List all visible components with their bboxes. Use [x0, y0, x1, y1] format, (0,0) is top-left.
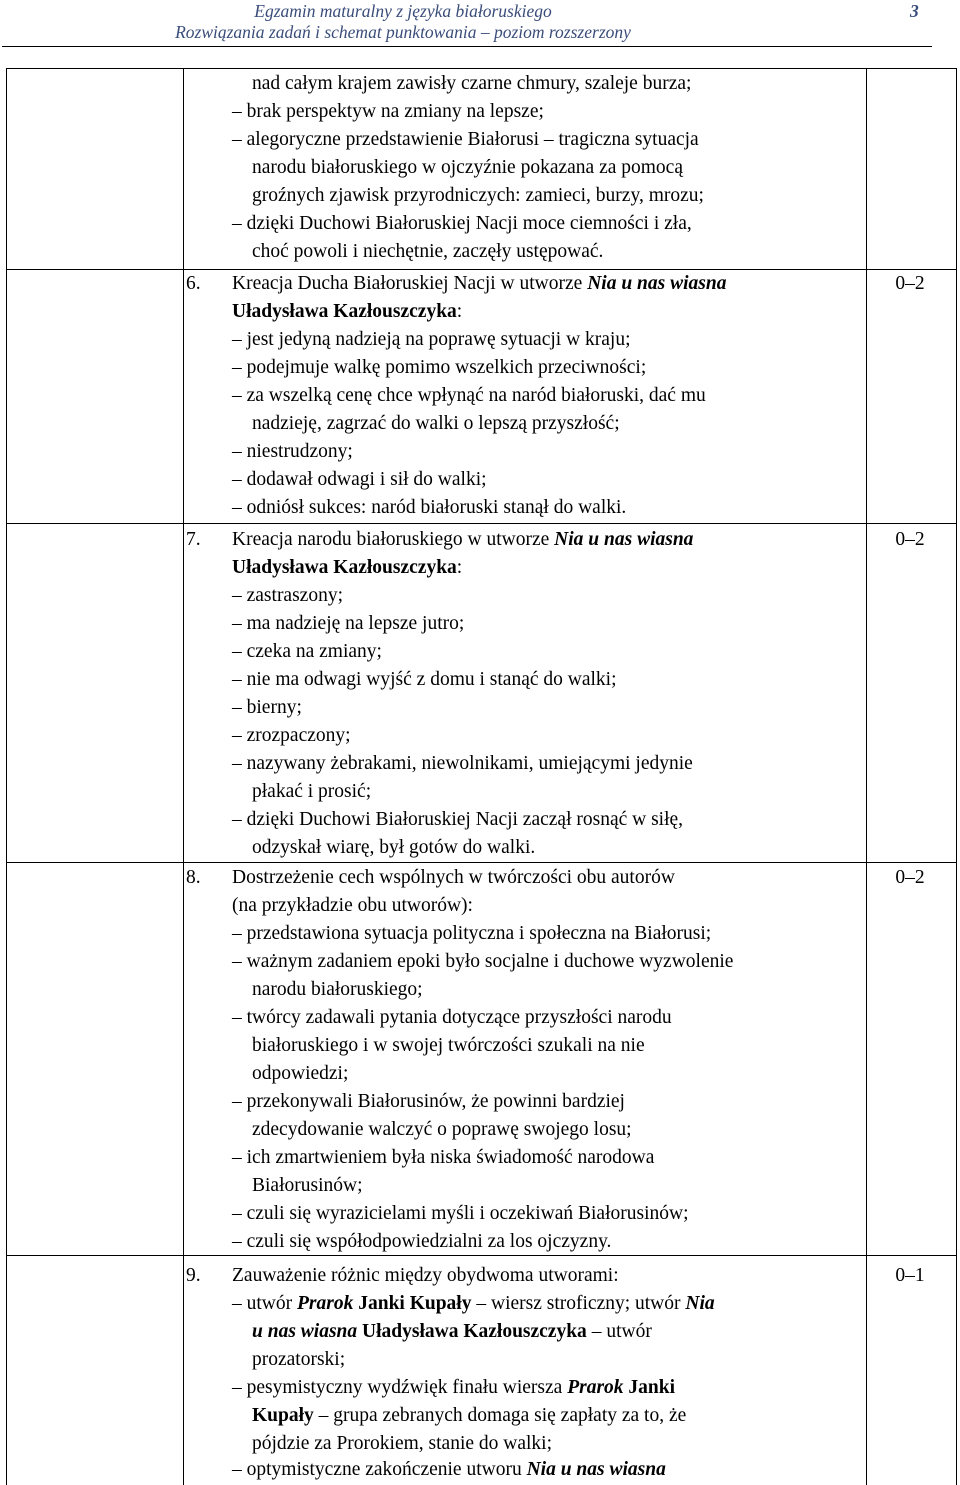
list-item: – jest jedyną nadzieją na poprawę sytuacji w kraju; — [232, 329, 631, 350]
question-lead: Zauważenie różnic między obydwoma utworami: — [232, 1265, 619, 1286]
list-item-continuation — [252, 1318, 652, 1346]
text: – utwór — [232, 1293, 293, 1314]
header-title: Egzamin maturalny z języka białoruskiego — [254, 1, 552, 21]
header-rule — [2, 46, 932, 47]
list-item — [232, 1290, 715, 1318]
page-header — [0, 0, 960, 48]
list-item: – dodawał odwagi i sił do walki; — [232, 469, 487, 490]
list-item-continuation: pójdzie za Prorokiem, stanie do walki; — [252, 1433, 553, 1454]
intro-line: – alegoryczne przedstawienie Białorusi – tragiczna sytuacja — [232, 129, 699, 150]
author-name: Uładysława Kazłouszczyka — [232, 557, 457, 578]
list-item: – twórcy zadawali pytania dotyczące przyszłości narodu — [232, 1007, 672, 1028]
list-item: odpowiedzi; — [252, 1063, 349, 1084]
list-item: – bierny; — [232, 697, 302, 718]
question-lead: Dostrzeżenie cech wspólnych w twórczości obu autorów — [232, 867, 675, 888]
colon: : — [456, 557, 463, 578]
question-lead-2: (na przykładzie obu utworów): — [232, 895, 473, 916]
author-name: Uładysława Kazłouszczyka — [232, 301, 457, 322]
list-item-continuation — [252, 1402, 686, 1430]
list-item: narodu białoruskiego; — [252, 979, 423, 1000]
points-badge: 0–1 — [895, 1265, 925, 1286]
list-item: odzyskał wiarę, był gotów do walki. — [252, 837, 536, 858]
text: – grupa zebranych domaga się zapłaty za to, że — [318, 1405, 687, 1426]
list-item: – ważnym zadaniem epoki było socjalne i duchowe wyzwolenie — [232, 951, 734, 972]
question-number: 8. — [186, 867, 201, 888]
work-title: Prarok — [567, 1377, 624, 1398]
list-item: – przedstawiona sytuacja polityczna i społeczna na Białorusi; — [232, 923, 712, 944]
list-item: płakać i prosić; — [252, 781, 372, 802]
row-separator — [6, 862, 957, 863]
author-name: Kupały — [252, 1405, 314, 1426]
list-item: – czuli się współodpowiedzialni za los ojczyzny. — [232, 1231, 612, 1252]
column-divider-left — [183, 68, 184, 1485]
question-author-line — [232, 298, 462, 326]
intro-line: nad całym krajem zawisły czarne chmury, szaleje burza; — [252, 73, 692, 94]
list-item: – nie ma odwagi wyjść z domu i stanąć do walki; — [232, 669, 617, 690]
list-item: – ich zmartwieniem była niska świadomość narodowa — [232, 1147, 655, 1168]
list-item: – przekonywali Białorusinów, że powinni bardziej — [232, 1091, 625, 1112]
list-item: – podejmuje walkę pomimo wszelkich przeciwności; — [232, 357, 647, 378]
text: – wiersz stroficzny; utwór — [476, 1293, 681, 1314]
lead-text: Kreacja narodu białoruskiego w utworze — [232, 529, 550, 550]
intro-line: narodu białoruskiego w ojczyźnie pokazana za pomocą — [252, 157, 683, 178]
list-item: – ma nadzieję na lepsze jutro; — [232, 613, 465, 634]
intro-line: – brak perspektyw na zmiany na lepsze; — [232, 101, 544, 122]
points-badge: 0–2 — [895, 867, 925, 888]
list-item — [232, 1374, 675, 1402]
list-item: – zrozpaczony; — [232, 725, 351, 746]
header-subtitle: Rozwiązania zadań i schemat punktowania – poziom rozszerzony — [175, 22, 631, 42]
author-name: Uładysława Kazłouszczyka — [362, 1321, 587, 1342]
intro-line: choć powoli i niechętnie, zaczęły ustępować. — [252, 241, 604, 262]
author-name: Janki — [628, 1377, 676, 1398]
list-item: – niestrudzony; — [232, 441, 353, 462]
page-number: 3 — [910, 1, 919, 21]
author-name: Janki Kupały — [358, 1293, 472, 1314]
list-item: – czuli się wyrazicielami myśli i oczekiwań Białorusinów; — [232, 1203, 689, 1224]
text: – optymistyczne zakończenie utworu — [232, 1459, 522, 1480]
work-title: u nas wiasna — [252, 1321, 358, 1342]
lead-text: Kreacja Ducha Białoruskiej Nacji w utworze — [232, 273, 583, 294]
text: – utwór — [591, 1321, 652, 1342]
colon: : — [456, 301, 463, 322]
question-author-line — [232, 554, 462, 582]
work-title: Nia u nas wiasna — [587, 273, 727, 294]
list-item: – nazywany żebrakami, niewolnikami, umiejącymi jedynie — [232, 753, 693, 774]
points-badge: 0–2 — [895, 529, 925, 550]
text: – pesymistyczny wydźwięk finału wiersza — [232, 1377, 563, 1398]
row-separator — [6, 523, 957, 524]
list-item: białoruskiego i w swojej twórczości szukali na nie — [252, 1035, 645, 1056]
work-title: Prarok — [297, 1293, 354, 1314]
list-item: nadzieję, zagrzać do walki o lepszą przyszłość; — [252, 413, 620, 434]
list-item: Białorusinów; — [252, 1175, 363, 1196]
question-lead — [232, 270, 726, 298]
list-item-continuation: prozatorski; — [252, 1349, 346, 1370]
question-lead — [232, 526, 693, 554]
list-item: – dzięki Duchowi Białoruskiej Nacji zaczął rosnąć w siłę, — [232, 809, 684, 830]
list-item: – odniósł sukces: naród białoruski stanął do walki. — [232, 497, 627, 518]
points-badge: 0–2 — [895, 273, 925, 294]
question-number: 9. — [186, 1265, 201, 1286]
work-title: Nia u nas wiasna — [526, 1459, 666, 1480]
list-item: – za wszelką cenę chce wpłynąć na naród białoruski, dać mu — [232, 385, 706, 406]
work-title: Nia — [685, 1293, 715, 1314]
intro-line: – dzięki Duchowi Białoruskiej Nacji moce ciemności i zła, — [232, 213, 692, 234]
question-number: 6. — [186, 273, 201, 294]
work-title: Nia u nas wiasna — [554, 529, 694, 550]
question-number: 7. — [186, 529, 201, 550]
list-item: – zastraszony; — [232, 585, 344, 606]
intro-line: groźnych zjawisk przyrodniczych: zamieci, burzy, mrozu; — [252, 185, 704, 206]
list-item: zdecydowanie walczyć o poprawę swojego losu; — [252, 1119, 632, 1140]
list-item — [232, 1456, 666, 1484]
list-item: – czeka na zmiany; — [232, 641, 382, 662]
